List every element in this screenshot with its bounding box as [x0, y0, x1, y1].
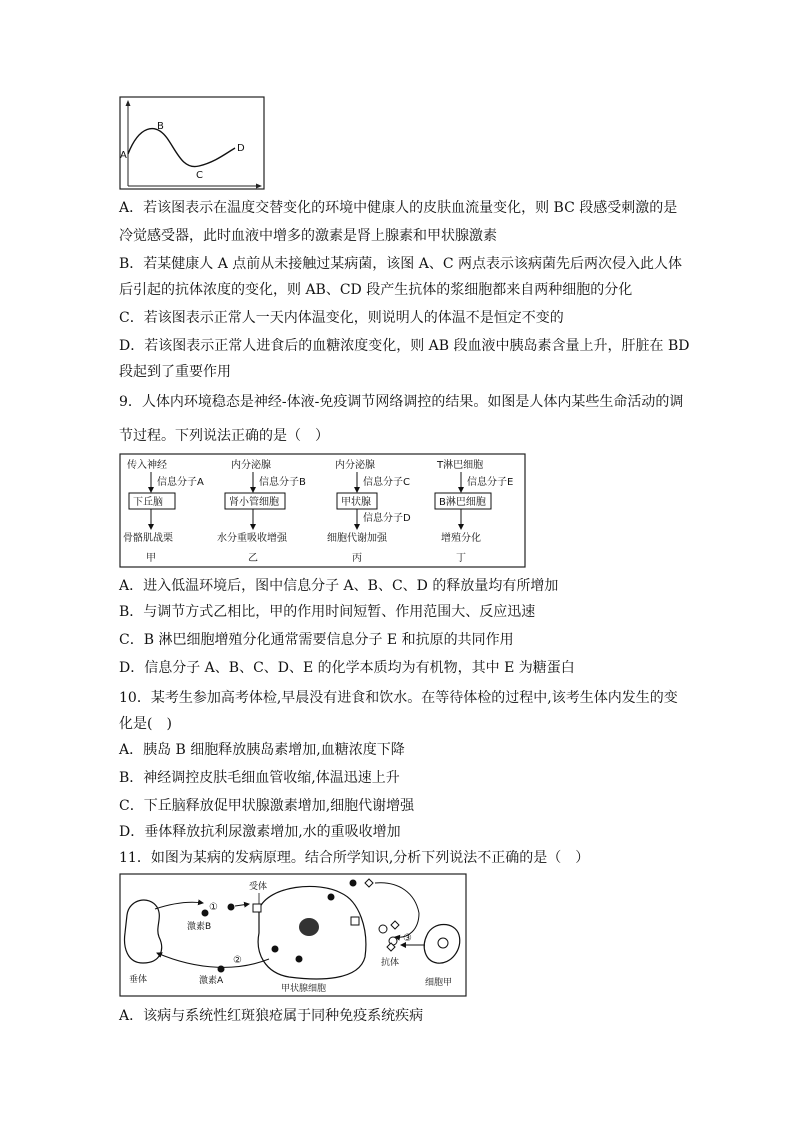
panel-bing	[327, 458, 411, 564]
q9-stem-line1: 9．人体内环境稳态是神经-体液-免疫调节网络调控的结果。如图是人体内某些生命活动的调	[119, 394, 684, 410]
panel-bing-label: 丙	[352, 553, 362, 564]
q8-option-d-line2: 段起到了重要作用	[119, 364, 231, 380]
receptor-shape	[351, 917, 359, 925]
antibody-label: 抗体	[381, 958, 400, 968]
panel-yi-label: 乙	[248, 553, 258, 564]
q8-option-d-line1: D．若该图表示正常人进食后的血糖浓度变化，则 AB 段血液中胰岛素含量上升，肝脏在 BD	[119, 338, 690, 354]
panel-ding-signal: 信息分子E	[467, 477, 514, 488]
panel-yi-effect: 水分重吸收增强	[217, 533, 287, 544]
q10-stem-line2: 化是( )	[119, 716, 172, 732]
q10-option-d: D．垂体释放抗利尿激素增加,水的重吸收增加	[119, 824, 401, 840]
panel-jia-source: 传入神经	[127, 460, 167, 471]
nucleus	[299, 918, 319, 936]
q8-option-b-line2: 后引起的抗体浓度的变化，则 AB、CD 段产生抗体的浆细胞都来自两种细胞的分化	[119, 282, 633, 298]
disease-mechanism-diagram	[119, 873, 469, 999]
panel-bing-target: 甲状腺	[341, 497, 371, 508]
panel-ding-effect: 增殖分化	[441, 533, 481, 544]
panel-bing-signal: 信息分子C	[363, 477, 410, 488]
hormone-b-label: 激素B	[187, 922, 212, 932]
pituitary-shape	[125, 900, 162, 963]
panel-jia-label: 甲	[146, 553, 156, 564]
panel-bing-source: 内分泌腺	[335, 460, 375, 471]
panel-ding	[435, 458, 513, 564]
point-d-label: D	[237, 143, 245, 154]
receptor-label: 受体	[249, 882, 268, 892]
pituitary-label: 垂体	[129, 975, 148, 985]
curve-line	[128, 129, 235, 167]
receptor-shape	[253, 904, 261, 912]
panel-jia-effect: 骨骼肌战栗	[123, 533, 173, 544]
cell-a-label: 细胞甲	[425, 978, 453, 988]
hormone-a-label: 激素A	[199, 976, 224, 986]
panel-jia-target: 下丘脑	[133, 497, 163, 508]
panel-ding-label: 丁	[456, 553, 466, 564]
step2-label: ②	[233, 955, 242, 966]
q8-option-a-line1: A．若该图表示在温度交替变化的环境中健康人的皮肤血流量变化，则 BC 段感受刺激的是	[119, 200, 678, 216]
thyroid-cell-label: 甲状腺细胞	[281, 984, 327, 994]
q10-option-a: A．胰岛 B 细胞释放胰岛素增加,血糖浓度下降	[119, 742, 405, 758]
q9-option-b: B．与调节方式乙相比，甲的作用时间短暂、作用范围大、反应迅速	[119, 604, 536, 620]
panel-yi-signal: 信息分子B	[259, 477, 306, 488]
panel-yi-target: 肾小管细胞	[229, 497, 279, 508]
q8-option-c: C．若该图表示正常人一天内体温变化，则说明人的体温不是恒定不变的	[119, 310, 564, 326]
panel-yi	[217, 458, 306, 564]
q8-option-b-line1: B．若某健康人 A 点前从未接触过某病菌，该图 A、C 两点表示该病菌先后两次侵入此人体	[119, 256, 683, 272]
point-c-label: C	[196, 170, 203, 181]
curve-graph	[119, 96, 267, 192]
q9-stem-line2: 节过程。下列说法正确的是（ ）	[119, 428, 329, 444]
cell-a-shape	[424, 925, 460, 964]
q9-option-c: C．B 淋巴细胞增殖分化通常需要信息分子 E 和抗原的共同作用	[119, 632, 514, 648]
panel-yi-source: 内分泌腺	[231, 460, 271, 471]
panel-jia	[123, 458, 204, 564]
step1-label: ①	[209, 902, 218, 913]
antibody-shape	[379, 925, 387, 933]
panel-bing-effect: 细胞代谢加强	[327, 533, 387, 544]
q10-option-b: B．神经调控皮肤毛细血管收缩,体温迅速上升	[119, 770, 400, 786]
q8-option-a-line2: 冷觉感受器，此时血液中增多的激素是肾上腺素和甲状腺激素	[119, 228, 497, 244]
panel-ding-target: B淋巴细胞	[439, 497, 486, 508]
hormone-b-dot	[202, 910, 209, 917]
regulation-diagram	[119, 453, 527, 569]
panel-jia-signal: 信息分子A	[157, 477, 204, 488]
point-a-label: A	[120, 150, 127, 161]
q9-option-a: A．进入低温环境后，图中信息分子 A、B、C、D 的释放量均有所增加	[119, 578, 559, 594]
point-b-label: B	[157, 121, 164, 132]
q11-stem: 11．如图为某病的发病原理。结合所学知识,分析下列说法不正确的是（ ）	[119, 850, 590, 866]
hormone-b-dot	[228, 904, 235, 911]
q10-option-c: C．下丘脑释放促甲状腺激素增加,细胞代谢增强	[119, 798, 415, 814]
q10-stem-line1: 10．某考生参加高考体检,早晨没有进食和饮水。在等待体检的过程中,该考生体内发生的变	[119, 690, 678, 706]
q9-option-d: D．信息分子 A、B、C、D、E 的化学本质均为有机物，其中 E 为糖蛋白	[119, 660, 575, 676]
panel-ding-source: T淋巴细胞	[437, 460, 484, 471]
panel-bing-signal2: 信息分子D	[363, 513, 411, 524]
step3-label: ③	[403, 933, 412, 944]
q11-option-a: A．该病与系统性红斑狼疮属于同种免疫系统疾病	[119, 1008, 424, 1024]
